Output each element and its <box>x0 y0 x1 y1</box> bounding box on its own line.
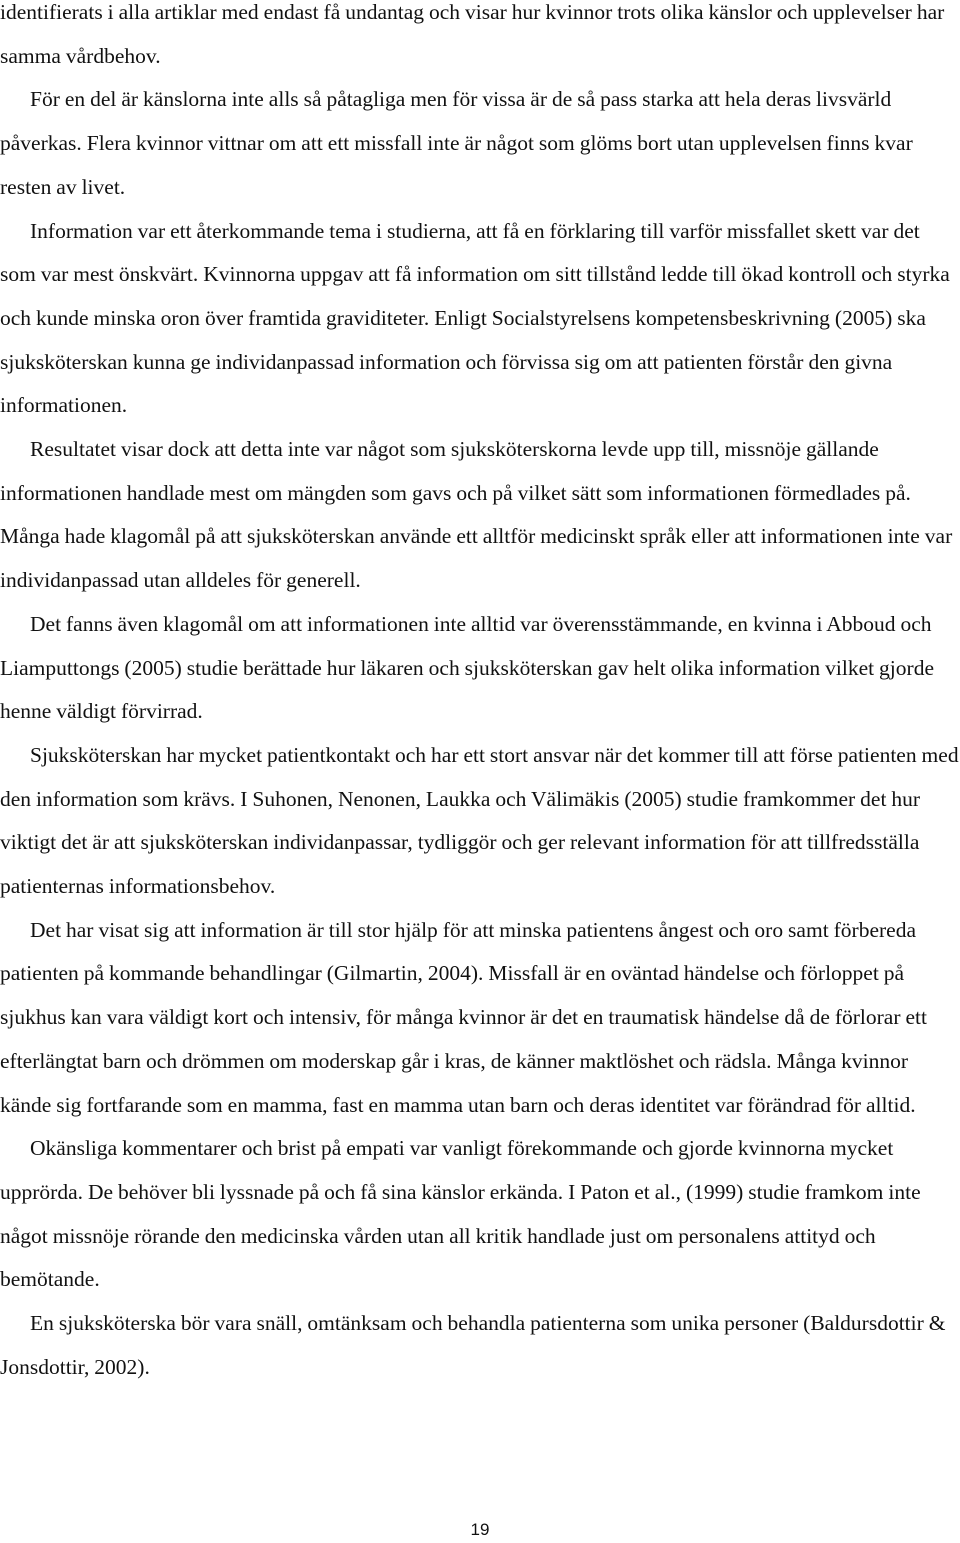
paragraph: Sjuksköterskan har mycket patientkontakt och har ett stort ansvar när det kommer till att förse patienten med den information som krävs. I Suhonen, Nenonen, Laukka och Välimäkis (2005) studie framkommer det hur viktigt det är att sjuksköterskan individanpassar, tydliggör och ger relevant information för att tillfredsställa patienternas informationsbehov. <box>0 742 959 899</box>
page-number: 19 <box>470 1520 490 1539</box>
paragraph: Resultatet visar dock att detta inte var något som sjuksköterskorna levde upp till, missnöje gällande informationen handlade mest om mängden som gavs och på vilket sätt som informationen förmedlades på. Många hade klagomål på att sjuksköterskan använde ett alltför medicinskt språk eller att informationen inte var individanpassad utan alldeles för generell. <box>0 437 953 593</box>
paragraph: För en del är känslorna inte alls så påtagliga men för vissa är de så pass starka att hela deras livsvärld påverkas. Flera kvinnor vittnar om att ett missfall inte är något som glöms bort utan upplevelsen finns kvar resten av livet. <box>0 87 913 199</box>
paragraph: Det fanns även klagomål om att informationen inte alltid var överensstämmande, en kvinna i Abboud och Liamputtongs (2005) studie berättade hur läkaren och sjuksköterskan gav helt olika information vilket gjorde henne väldigt förvirrad. <box>0 611 934 724</box>
paragraph-continued: identifierats i alla artiklar med endast få undantag och visar hur kvinnor trots olika känslor och upplevelser har samma vårdbehov. <box>0 0 945 68</box>
paragraph: En sjuksköterska bör vara snäll, omtänksam och behandla patienterna som unika personer (Baldursdottir & Jonsdottir, 2002). <box>0 1311 946 1379</box>
paragraph: Okänsliga kommentarer och brist på empati var vanligt förekommande och gjorde kvinnorna mycket upprörda. De behöver bli lyssnade på och få sina känslor erkända. I Paton et al., (1999) studie framkom inte något missnöje rörande den medicinska vården utan all kritik handlade just om personalens attityd och bemötande. <box>0 1136 921 1292</box>
paragraph: Det har visat sig att information är till stor hjälp för att minska patientens ångest och oro samt förbereda patienten på kommande behandlingar (Gilmartin, 2004). Missfall är en oväntad händelse och förloppet på sjukhus kan vara väldigt kort och intensiv, för många kvinnor är det en traumatisk händelse då de förlorar ett efterlängtat barn och drömmen om moderskap går i kras, de känner maktlöshet och rädsla. Många kvinnor kände sig fortfarande som en mamma, fast en mamma utan barn och deras identitet var förändrad för alltid. <box>0 917 927 1117</box>
paragraph: Information var ett återkommande tema i studierna, att få en förklaring till varför missfallet skett var det som var mest önskvärt. Kvinnorna uppgav att få information om sitt tillstånd ledde till ökad kontroll och styrka och kunde minska oron över framtida graviditeter. Enligt Socialstyrelsens kompetensbeskrivning (2005) ska sjuksköterskan kunna ge individanpassad information och förvissa sig om att patienten förstår den givna informationen. <box>0 218 950 418</box>
